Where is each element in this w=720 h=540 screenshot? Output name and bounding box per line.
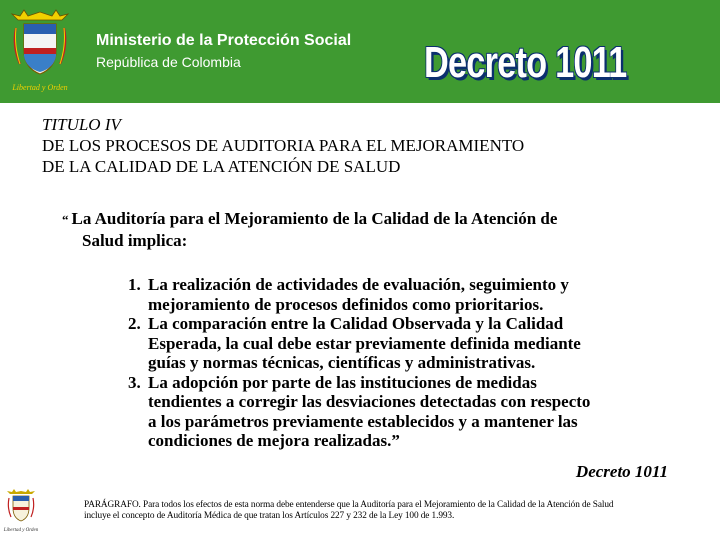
intro-line-1: La Auditoría para el Mejoramiento de la Calidad de la Atención de [71,209,558,228]
title-line-3: DE LA CALIDAD DE LA ATENCIÓN DE SALUD [42,157,401,176]
list-item-line: Esperada, la cual debe estar previamente definida mediante [148,333,581,353]
footnote-line-2: incluye el concepto de Auditoría Médica de que tratan los Artículos 227 y 232 de la Ley 100 de 1.993. [84,511,455,521]
intro-paragraph [62,208,662,251]
list-item-number: 3. [128,372,141,392]
list-item-line: guías y normas técnicas, científicas y administrativas. [148,353,536,372]
list-item-line: La comparación entre la Calidad Observada y la Calidad [148,314,564,333]
list-item [128,275,673,314]
list-item [128,314,673,373]
numbered-list [128,275,673,451]
ministry-title: Ministerio de la Protección Social [96,32,352,49]
list-item [128,373,673,451]
list-item-line: mejoramiento de procesos definidos como prioritarios. [148,294,544,314]
footnote-line-1: PARÁGRAFO. Para todos los efectos de esta norma debe entenderse que la Auditoría para el Mejoramiento de la Calidad de la Atención de Salud [84,500,614,510]
list-item-line: La adopción por parte de las instituciones de medidas [148,372,537,392]
opening-quote: “ [62,212,69,227]
small-coat-of-arms-icon [3,488,39,534]
decree-reference: Decreto 1011 [575,462,668,481]
svg-text:Libertad y Orden: Libertad y Orden [12,83,68,92]
list-item-line: condiciones de mejora realizadas.” [148,431,400,450]
list-item-number: 2. [128,314,141,333]
intro-line-2: Salud implica: [82,231,188,250]
colombia-coat-of-arms-icon [10,6,70,94]
svg-text:Libertad y Orden: Libertad y Orden [3,528,39,533]
header-bar [0,0,720,103]
list-item-number: 1. [128,275,141,294]
list-item-line: tendientes a corregir las desviaciones detectadas con respecto [148,392,591,411]
list-item-line: La realización de actividades de evaluación, seguimiento y [148,275,569,294]
title-block [42,114,524,177]
list-item-line: a los parámetros previamente establecidos y a mantener las [148,411,578,431]
title-line-1: TITULO IV [42,115,121,134]
republic-subtitle: República de Colombia [96,54,241,70]
decree-banner: Decreto 1011 [424,38,627,87]
footnote [84,500,684,522]
title-line-2: DE LOS PROCESOS DE AUDITORIA PARA EL MEJORAMIENTO [42,136,525,155]
